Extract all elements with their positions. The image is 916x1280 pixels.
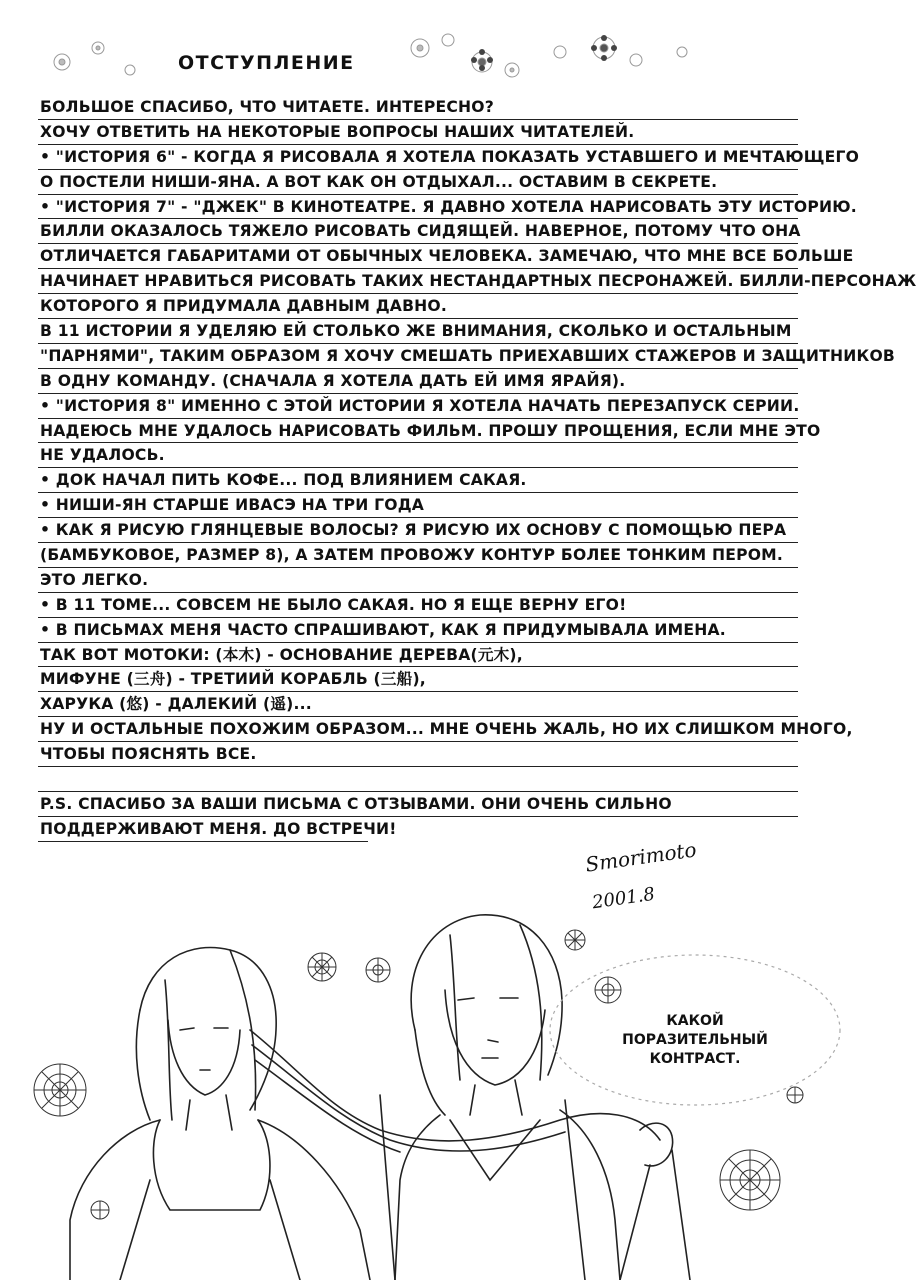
text-line: О ПОСТЕЛИ НИШИ-ЯНА. А ВОТ КАК ОН ОТДЫХАЛ... ОСТАВИМ В СЕКРЕТЕ. [38,170,798,195]
text-line: НУ И ОСТАЛЬНЫЕ ПОХОЖИМ ОБРАЗОМ... МНЕ ОЧЕНЬ ЖАЛЬ, НО ИХ СЛИШКОМ МНОГО, [38,717,798,742]
text-line: НАЧИНАЕТ НРАВИТЬСЯ РИСОВАТЬ ТАКИХ НЕСТАНДАРТНЫХ ПЕСРОНАЖЕЙ. БИЛЛИ-ПЕРСОНАЖ [38,269,798,294]
text-line: • НИШИ-ЯН СТАРШЕ ИВАСЭ НА ТРИ ГОДА [38,493,798,518]
text-line: ПОДДЕРЖИВАЮТ МЕНЯ. ДО ВСТРЕЧИ! [38,817,368,842]
text-line: ТАК ВОТ МОТОКИ: (本木) - ОСНОВАНИЕ ДЕРЕВА(元木), [38,643,798,668]
text-line: • ДОК НАЧАЛ ПИТЬ КОФЕ... ПОД ВЛИЯНИЕМ САКАЯ. [38,468,798,493]
text-line: ОТЛИЧАЕТСЯ ГАБАРИТАМИ ОТ ОБЫЧНЫХ ЧЕЛОВЕКА. ЗАМЕЧАЮ, ЧТО МНЕ ВСЕ БОЛЬШЕ [38,244,798,269]
text-line-blank [38,767,798,792]
text-line: ХОЧУ ОТВЕТИТЬ НА НЕКОТОРЫЕ ВОПРОСЫ НАШИХ ЧИТАТЕЛЕЙ. [38,120,798,145]
text-line: • В 11 ТОМЕ... СОВСЕМ НЕ БЫЛО САКАЯ. НО Я ЕЩЕ ВЕРНУ ЕГО! [38,593,798,618]
speech-bubble-line: КОНТРАСТ. [649,1051,741,1067]
text-line: БИЛЛИ ОКАЗАЛОСЬ ТЯЖЕЛО РИСОВАТЬ СИДЯЩЕЙ. НАВЕРНОЕ, ПОТОМУ ЧТО ОНА [38,219,798,244]
text-line: • "ИСТОРИЯ 8" ИМЕННО С ЭТОЙ ИСТОРИИ Я ХОТЕЛА НАЧАТЬ ПЕРЕЗАПУСК СЕРИИ. [38,394,798,419]
text-line: ХАРУКА (悠) - ДАЛЕКИЙ (遥)... [38,692,798,717]
speech-bubble-text [610,1012,780,1069]
text-line: В ОДНУ КОМАНДУ. (СНАЧАЛА Я ХОТЕЛА ДАТЬ ЕЙ ИМЯ ЯРАЙЯ). [38,369,798,394]
text-line: НАДЕЮСЬ МНЕ УДАЛОСЬ НАРИСОВАТЬ ФИЛЬМ. ПРОШУ ПРОЩЕНИЯ, ЕСЛИ МНЕ ЭТО [38,419,798,444]
page-title: ОТСТУПЛЕНИЕ [178,52,355,74]
signature-date: 2001.8 [590,883,657,914]
text-line: КОТОРОГО Я ПРИДУМАЛА ДАВНЫМ ДАВНО. [38,294,798,319]
text-line: ЭТО ЛЕГКО. [38,568,798,593]
text-line: (БАМБУКОВОЕ, РАЗМЕР 8), А ЗАТЕМ ПРОВОЖУ КОНТУР БОЛЕЕ ТОНКИМ ПЕРОМ. [38,543,798,568]
text-line: P.S. СПАСИБО ЗА ВАШИ ПИСЬМА С ОТЗЫВАМИ. ОНИ ОЧЕНЬ СИЛЬНО [38,792,798,817]
text-line: БОЛЬШОЕ СПАСИБО, ЧТО ЧИТАЕТЕ. ИНТЕРЕСНО? [38,95,798,120]
text-line: • В ПИСЬМАХ МЕНЯ ЧАСТО СПРАШИВАЮТ, КАК Я ПРИДУМЫВАЛА ИМЕНА. [38,618,798,643]
flower-decoration-top [0,0,846,100]
text-line: НЕ УДАЛОСЬ. [38,443,798,468]
text-line: • "ИСТОРИЯ 6" - КОГДА Я РИСОВАЛА Я ХОТЕЛА ПОКАЗАТЬ УСТАВШЕГО И МЕЧТАЮЩЕГО [38,145,798,170]
speech-bubble-line: КАКОЙ [666,1013,724,1029]
text-line: • "ИСТОРИЯ 7" - "ДЖЕК" В КИНОТЕАТРЕ. Я ДАВНО ХОТЕЛА НАРИСОВАТЬ ЭТУ ИСТОРИЮ. [38,195,798,220]
text-line: ЧТОБЫ ПОЯСНЯТЬ ВСЕ. [38,742,798,767]
speech-bubble-line: ПОРАЗИТЕЛЬНЫЙ [622,1032,768,1048]
text-line: МИФУНЕ (三舟) - ТРЕТИИЙ КОРАБЛЬ (三船), [38,667,798,692]
lined-text-block [38,95,916,842]
character-illustration [0,880,846,1280]
author-signature: Smorimoto [583,837,698,877]
text-line: • КАК Я РИСУЮ ГЛЯНЦЕВЫЕ ВОЛОСЫ? Я РИСУЮ ИХ ОСНОВУ С ПОМОЩЬЮ ПЕРА [38,518,798,543]
text-line: В 11 ИСТОРИИ Я УДЕЛЯЮ ЕЙ СТОЛЬКО ЖЕ ВНИМАНИЯ, СКОЛЬКО И ОСТАЛЬНЫМ [38,319,798,344]
text-line: "ПАРНЯМИ", ТАКИМ ОБРАЗОМ Я ХОЧУ СМЕШАТЬ ПРИЕХАВШИХ СТАЖЕРОВ И ЗАЩИТНИКОВ [38,344,798,369]
